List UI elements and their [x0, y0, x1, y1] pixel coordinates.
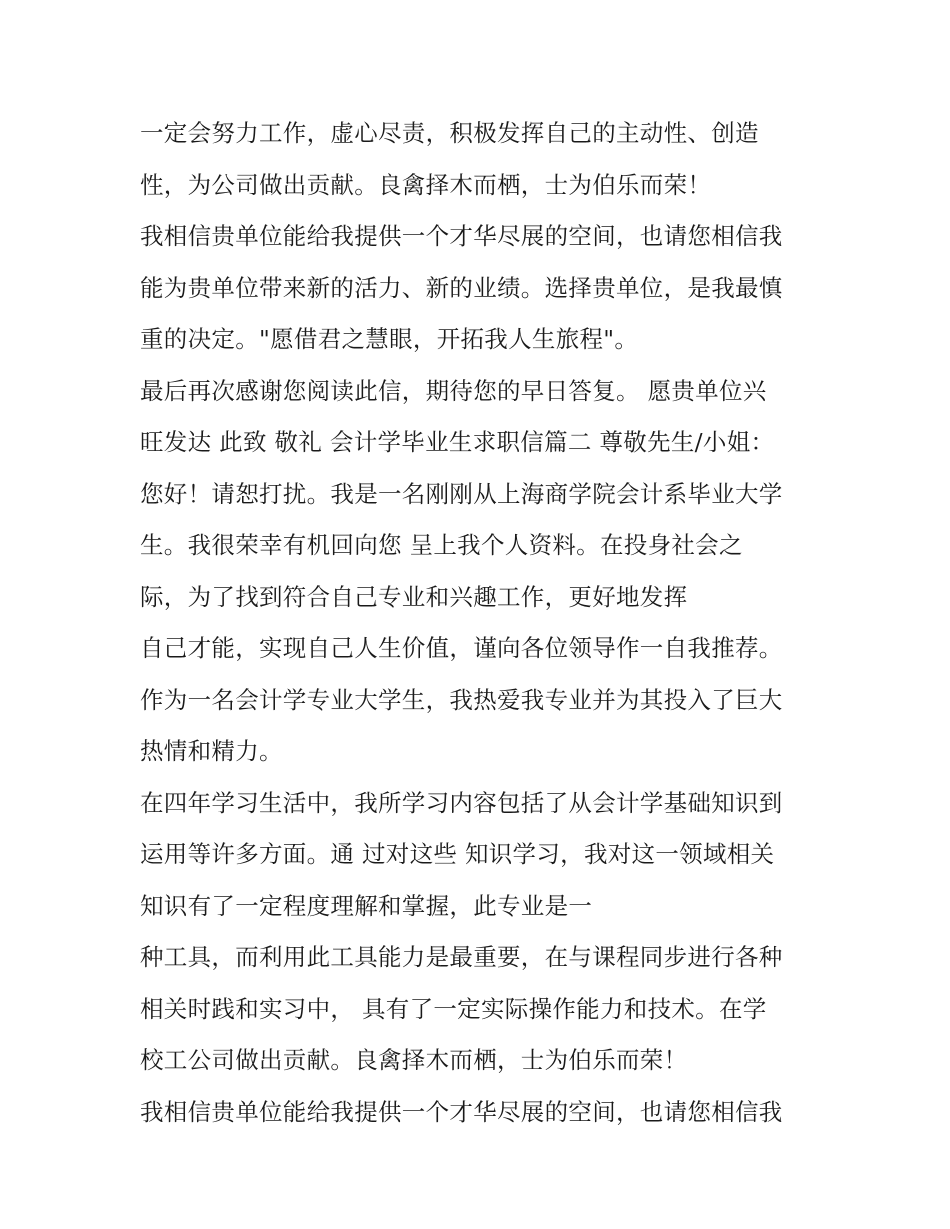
text-line: 际，为了找到符合自己专业和兴趣工作，更好地发挥: [140, 582, 688, 611]
text-line: 运用等许多方面。通 过对这些 知识学习，我对这一领域相关: [140, 840, 775, 868]
text-line: 热情和精力。: [140, 737, 283, 765]
text-line: 能为贵单位带来新的活力、新的业绩。选择贵单位，是我最慎: [140, 273, 783, 302]
text-line: 最后再次感谢您阅读此信，期待您的早日答复。 愿贵单位兴: [140, 376, 767, 405]
text-line: 您好！请恕打扰。我是一名刚刚从上海商学院会计系毕业大学: [140, 479, 783, 508]
text-line: 知识有了一定程度理解和掌握，此专业是一: [140, 891, 593, 920]
text-line: 性，为公司做出贡献。良禽择木而栖，士为伯乐而荣！: [140, 170, 712, 199]
text-line: 旺发达 此致 敬礼 会计学毕业生求职信篇二 尊敬先生/小姐：: [140, 428, 775, 456]
text-line: 一定会努力工作，虚心尽责，积极发挥自己的主动性、创造: [140, 119, 759, 147]
text-line: 校工公司做出贡献。良禽择木而栖，士为伯乐而荣！: [140, 1046, 688, 1074]
text-line: 种工具，而利用此工具能力是最重要，在与课程同步进行各种: [140, 943, 783, 971]
text-line: 相关时践和实习中， 具有了一定实际操作能力和技术。在学: [140, 994, 767, 1023]
text-line: 自己才能，实现自己人生价值，谨向各位领导作一自我推荐。: [140, 634, 783, 662]
document-body: [140, 108, 830, 1138]
text-line: 在四年学习生活中，我所学习内容包括了从会计学基础知识到: [140, 788, 783, 817]
text-line: 重的决定。"愿借君之慧眼，开拓我人生旅程"。: [140, 325, 639, 353]
text-line: 作为一名会计学专业大学生，我热爱我专业并为其投入了巨大: [140, 685, 783, 714]
text-line: 生。我很荣幸有机回向您 呈上我个人资料。在投身社会之: [140, 531, 743, 559]
text-line: 我相信贵单位能给我提供一个才华尽展的空间，也请您相信我: [140, 1097, 783, 1126]
text-line: 我相信贵单位能给我提供一个才华尽展的空间，也请您相信我: [140, 222, 783, 250]
